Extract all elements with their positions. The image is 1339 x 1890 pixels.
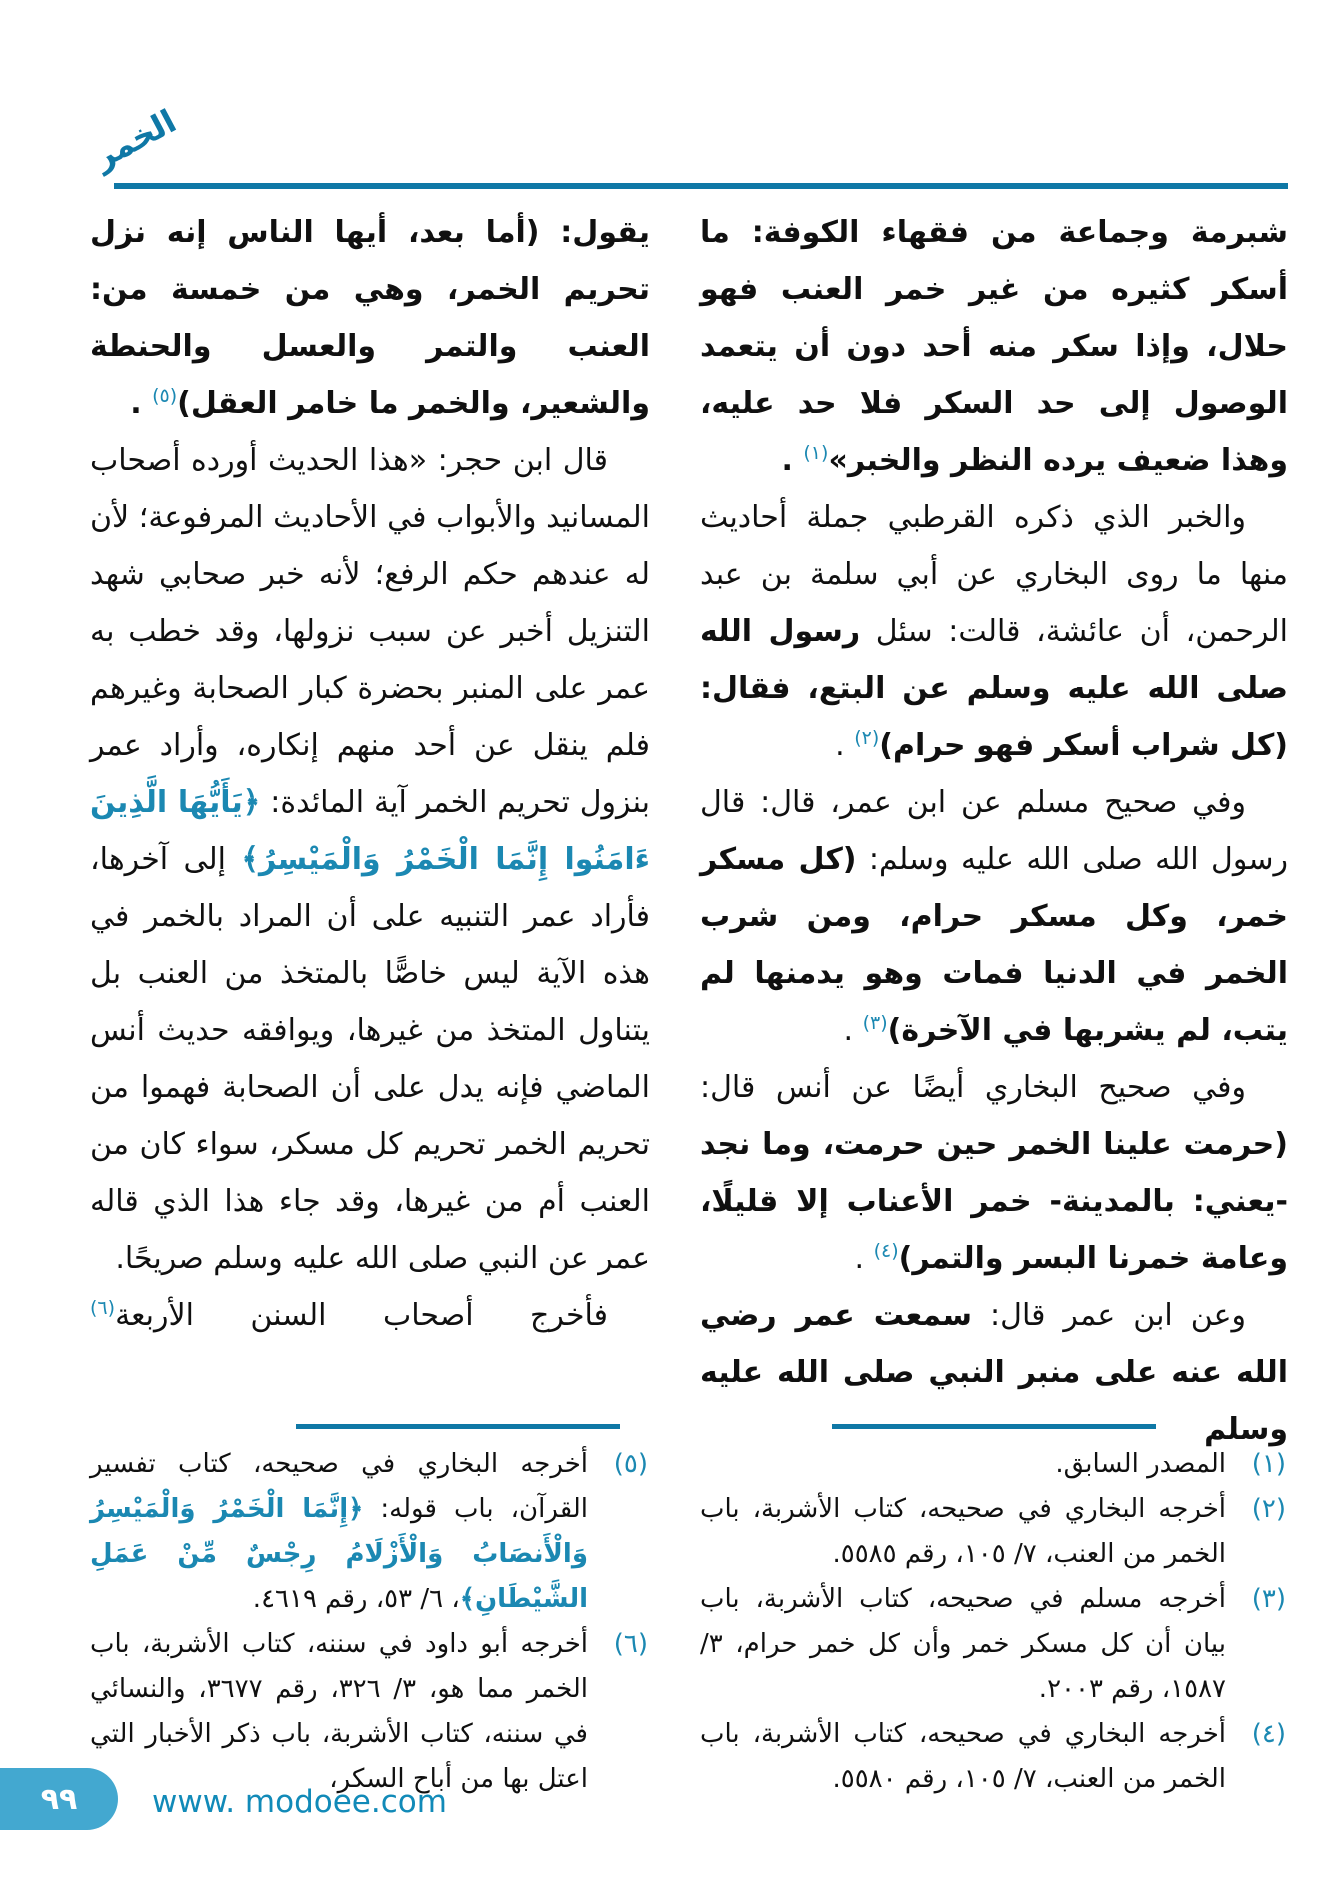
text-segment: رسول الله صلى الله عليه وسلم عن البتع، فقال: (كل شراب أسكر فهو حرام) [700,614,1288,763]
paragraph [90,204,650,432]
text-segment: . [781,443,804,478]
footnote-separator-left [296,1424,620,1429]
text-segment: قال ابن حجر: «هذا الحديث أورده أصحاب المسانيد والأبواب في الأحاديث المرفوعة؛ لأن له عندهم حكم الرفع؛ لأنه خبر صحابي شهد التنزيل أخبر عن سبب نزولها، وقد خطب به عمر على المنبر بحضرة كبار الصحابة وغيرهم فلم ينقل عن أحد منهم إنكاره، وأراد عمر بنزول تحريم الخمر آية المائدة: [90,443,650,820]
footnote-ref: (١) [803,442,829,464]
footnote-text [700,1494,1226,1569]
footnote-number: (٦) [613,1629,648,1659]
footnote-separator-right [832,1424,1156,1429]
text-segment: فأخرج أصحاب السنن الأربعة [115,1298,608,1333]
text-segment: ، ٦/ ٥٣، رقم ٤٦١٩. [252,1584,460,1614]
paragraph [700,204,1288,489]
footnote [90,1442,650,1622]
running-head-title: الخمر [87,101,183,177]
footnote [700,1712,1288,1802]
quran-verse: ﴿يَأَيُّهَا الَّذِينَ ءَامَنُوا إِنَّمَا الْخَمْرُ وَالْمَيْسِرُ﴾ [90,785,650,877]
text-segment: سمعت عمر رضي الله عنه على منبر النبي صلى الله عليه وسلم [700,1298,1288,1447]
text-segment: أخرجه البخاري في صحيحه، كتاب الأشربة، باب الخمر من العنب، ٧/ ١٠٥، رقم ٥٥٨٠. [700,1719,1226,1794]
quran-verse: ﴿إِنَّمَا الْخَمْرُ وَالْمَيْسِرُ وَالْأَنصَابُ وَالْأَزْلَامُ رِجْسٌ مِّنْ عَمَلِ الشَّيْطَانِ﴾ [90,1494,588,1614]
text-segment: (كل مسكر خمر، وكل مسكر حرام، ومن شرب الخمر في الدنيا فمات وهو يدمنها لم يتب، لم يشربها في الآخرة) [700,842,1288,1048]
footnote-ref: (٥) [152,385,178,407]
footnotes-left [90,1442,650,1802]
paragraph [90,432,650,1287]
column-left [90,204,650,1344]
paragraph [700,774,1288,1059]
text-segment: إلى آخرها، فأراد عمر التنبيه على أن المراد بالخمر في هذه الآية ليس خاصًّا بالمتخذ من العنب بل يتناول المتخذ من غيرها، ويوافقه حديث أنس الماضي فإنه يدل على أن الصحابة فهموا من تحريم الخمر تحريم كل مسكر، سواء كان من العنب أم من غيرها، وقد جاء هذا الذي قاله عمر عن النبي صلى الله عليه وسلم صريحًا. [90,842,650,1276]
text-segment: وفي صحيح مسلم عن ابن عمر، قال: قال رسول الله صلى الله عليه وسلم: [700,785,1288,877]
footnote-number: (٣) [1251,1584,1286,1614]
text-segment: وفي صحيح البخاري أيضًا عن أنس قال: [700,1070,1246,1105]
paragraph [700,1059,1288,1287]
website-url: www. modoee.com [152,1784,447,1820]
header-rule [114,183,1288,189]
footnote-text [1055,1449,1226,1479]
text-segment: شبرمة وجماعة من فقهاء الكوفة: ما أسكر كثيره من غير خمر العنب فهو حلال، وإذا سكر منه أحد دون أن يتعمد الوصول إلى حد السكر فلا حد عليه، وهذا ضعيف يرده النظر والخبر» [700,215,1288,478]
text-segment: . [843,1013,863,1048]
text-segment: والخبر الذي ذكره القرطبي جملة أحاديث منها ما روى البخاري عن أبي سلمة بن عبد الرحمن، أن عائشة، قالت: سئل [700,500,1289,649]
footnote-text [90,1629,588,1794]
text-segment: يقول: (أما بعد، أيها الناس إنه نزل تحريم الخمر، وهي من خمسة من: العنب والتمر والعسل والحنطة والشعير، والخمر ما خامر العقل) [90,215,650,421]
footnote-number: (٤) [1251,1719,1286,1749]
text-segment: . [854,1241,874,1276]
text-segment: . [130,386,153,421]
footnote-text [700,1719,1226,1794]
footnote-number: (٢) [1251,1494,1286,1524]
footnote-text [700,1584,1226,1704]
text-segment: أخرجه أبو داود في سننه، كتاب الأشربة، باب الخمر مما هو، ٣/ ٣٢٦، رقم ٣٦٧٧، والنسائي في سننه، كتاب الأشربة، باب ذكر الأخبار التي اعتل بها من أباح السكر، [90,1629,589,1794]
footnote [700,1487,1288,1577]
footnote-ref: (٤) [873,1240,899,1262]
footnote-ref: (٣) [862,1012,888,1034]
text-segment: المصدر السابق. [1055,1449,1226,1479]
text-segment: (حرمت علينا الخمر حين حرمت، وما نجد -يعني: بالمدينة- خمر الأعناب إلا قليلًا، وعامة خمرنا البسر والتمر) [700,1127,1288,1276]
footnote-number: (٥) [613,1449,648,1479]
footnote-ref: (٦) [90,1297,116,1319]
footnote [700,1577,1288,1712]
paragraph [700,1287,1288,1458]
paragraph [700,489,1288,774]
paragraph [90,1287,650,1344]
column-right [700,204,1288,1458]
text-segment: أخرجه البخاري في صحيحه، كتاب تفسير القرآن، باب قوله: [90,1449,589,1524]
footnote [700,1442,1288,1487]
page-number: ٩٩ [40,1781,78,1817]
page-number-pill [0,1768,118,1830]
text-segment: أخرجه مسلم في صحيحه، كتاب الأشربة، باب بيان أن كل مسكر خمر وأن كل خمر حرام، ٣/ ١٥٨٧، رقم ٢٠٠٣. [700,1584,1226,1704]
footnote-text [90,1449,588,1614]
footnotes-right [700,1442,1288,1802]
footnote-ref: (٢) [854,727,880,749]
text-segment: أخرجه البخاري في صحيحه، كتاب الأشربة، باب الخمر من العنب، ٧/ ١٠٥، رقم ٥٥٨٥. [700,1494,1226,1569]
text-segment: وعن ابن عمر قال: [972,1298,1247,1333]
text-segment: . [835,728,855,763]
footnote [90,1622,650,1802]
footnote-number: (١) [1251,1449,1286,1479]
